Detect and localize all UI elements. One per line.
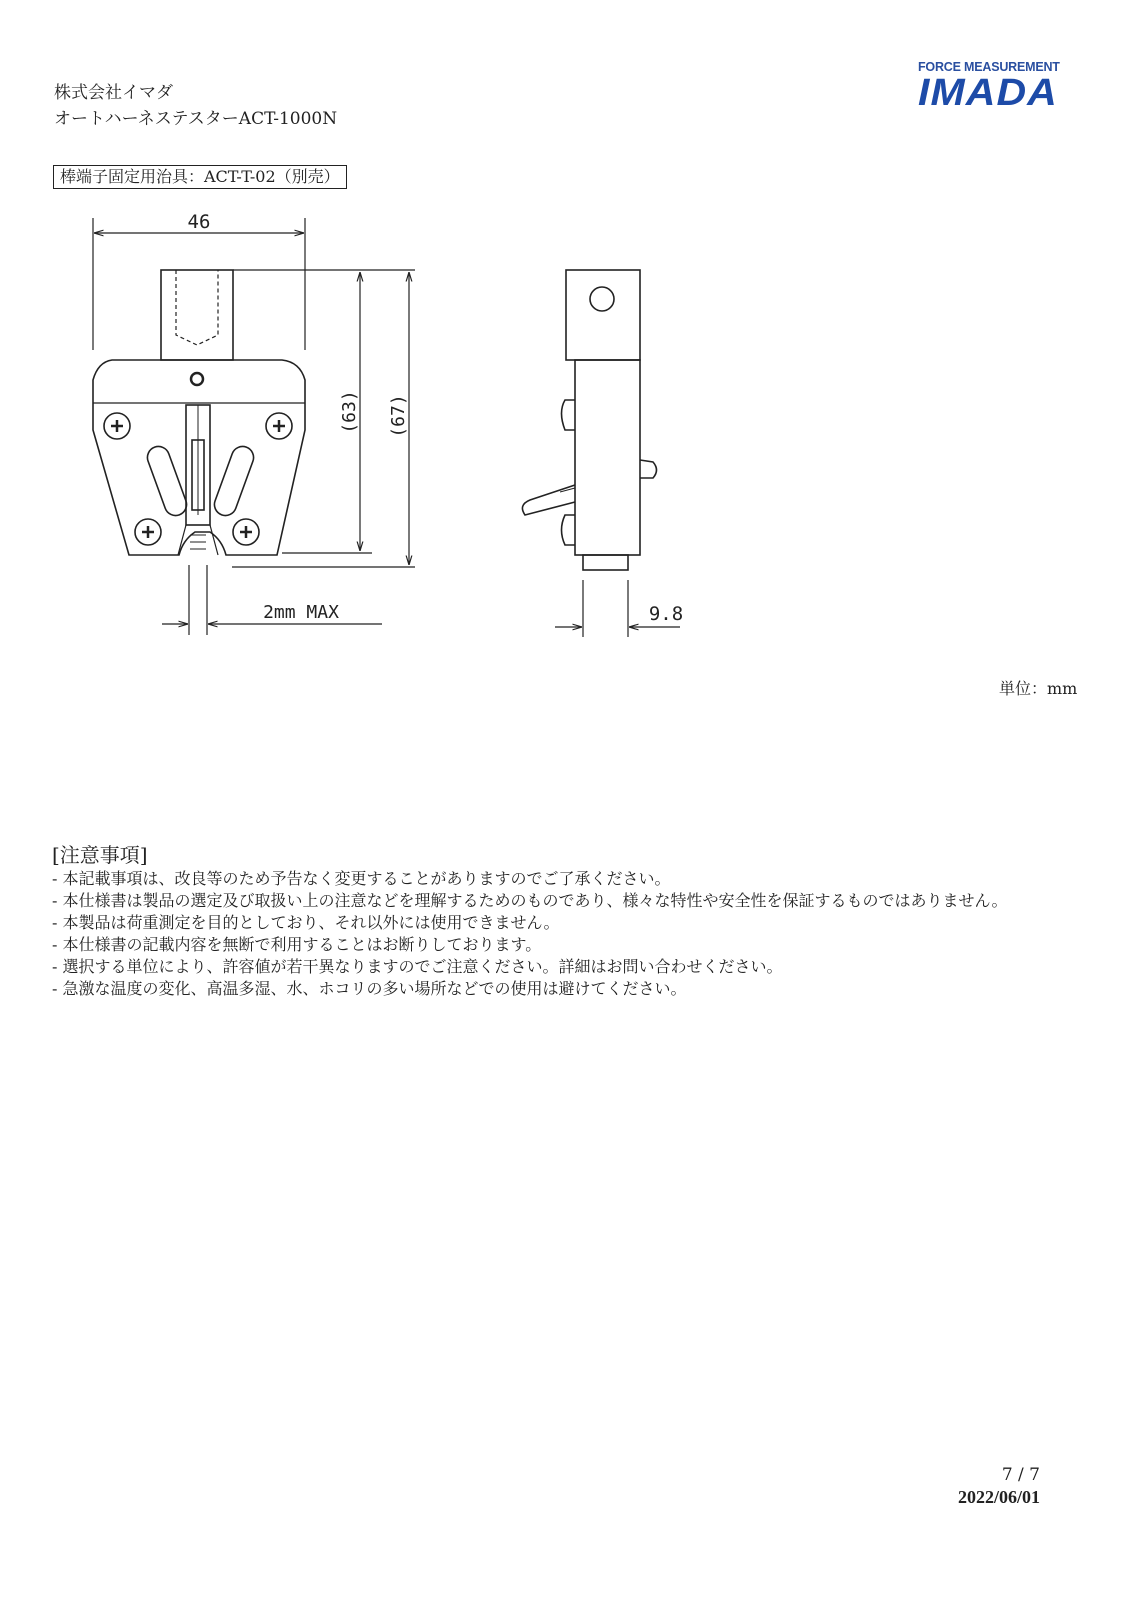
note-item: - 本製品は荷重測定を目的としており、それ以外には使用できません。 — [52, 913, 560, 932]
side-view — [522, 270, 656, 570]
note-item: - 本仕様書の記載内容を無断で利用することはお断りしております。 — [52, 935, 542, 954]
technical-drawing — [60, 200, 700, 640]
dimension-height-outer-label: (67) — [388, 394, 409, 438]
unit-label: 単位：mm — [999, 679, 1078, 698]
dimension-gap-label: 2mm MAX — [263, 602, 339, 623]
note-item: - 本記載事項は、改良等のため予告なく変更することがありますのでご了承ください。 — [52, 869, 671, 888]
product-name: オートハーネステスターACT-1000N — [54, 109, 338, 129]
logo-tagline: FORCE MEASUREMENT — [918, 60, 1060, 74]
page-number: 7 / 7 — [1001, 1465, 1040, 1485]
imada-logo — [918, 60, 1068, 114]
dimension-width-label: 46 — [187, 211, 211, 233]
screw-top-left — [104, 413, 130, 439]
front-view — [93, 270, 305, 555]
dimension-gap — [162, 565, 382, 635]
screw-top-right — [266, 413, 292, 439]
company-name: 株式会社イマダ — [54, 83, 173, 103]
notes-section — [52, 842, 1092, 1000]
fixture-title: 棒端子固定用治具：ACT-T-02（別売） — [53, 165, 347, 189]
page-footer — [880, 1464, 1040, 1508]
dimension-height-inner-label: (63) — [339, 390, 360, 434]
note-item: - 急激な温度の変化、高温多湿、水、ホコリの多い場所などでの使用は避けてください。 — [52, 979, 687, 998]
document-date: 2022/06/01 — [957, 1487, 1040, 1507]
dimension-depth-label: 9.8 — [648, 603, 684, 625]
dimension-width — [93, 218, 305, 350]
company-header — [54, 80, 337, 132]
screw-bottom-right — [233, 519, 259, 545]
logo-brand: IMADA — [918, 72, 1058, 114]
note-item: - 本仕様書は製品の選定及び取扱い上の注意などを理解するためのものであり、様々な特性や安全性を保証するものではありません。 — [52, 891, 1008, 910]
note-item: - 選択する単位により、許容値が若干異なりますのでご注意ください。詳細はお問い合わせください。 — [52, 957, 783, 976]
screw-bottom-left — [135, 519, 161, 545]
notes-title: [注意事項] — [52, 843, 148, 867]
